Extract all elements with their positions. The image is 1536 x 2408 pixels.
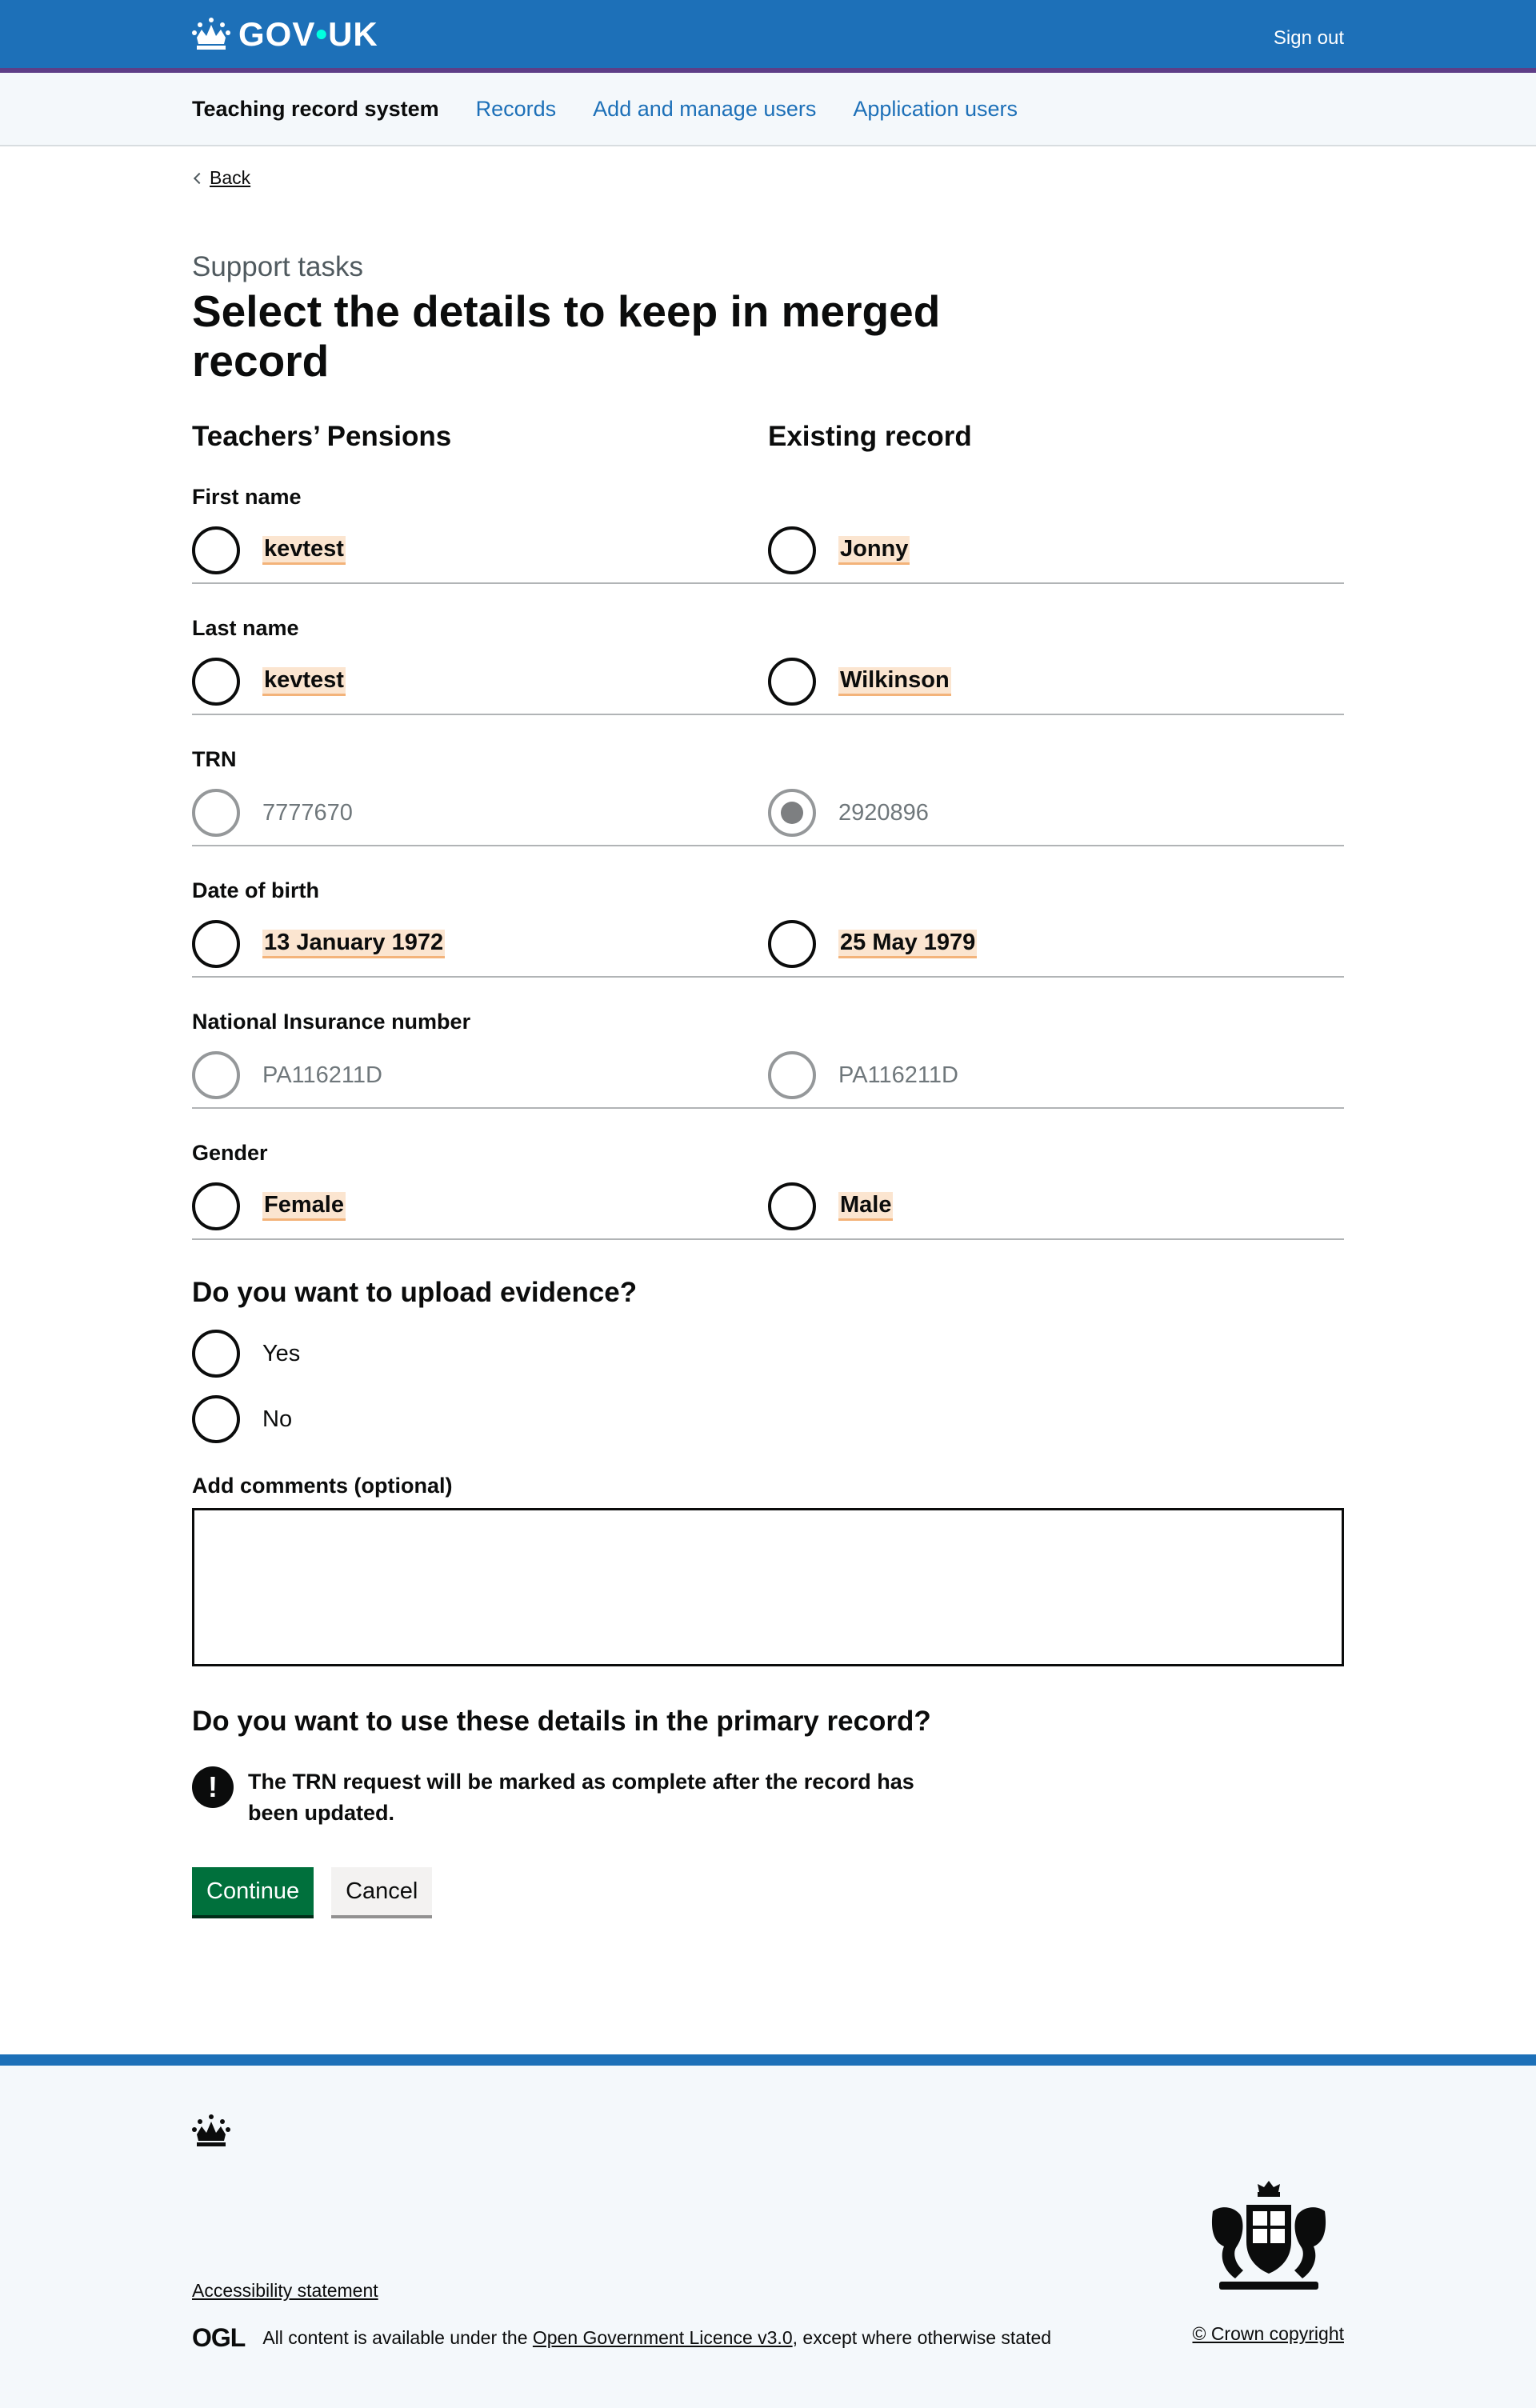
page-caption: Support tasks — [192, 251, 363, 282]
field-last-name — [192, 584, 1344, 715]
sign-out-link[interactable]: Sign out — [1273, 26, 1344, 49]
nav-link-application-users[interactable]: Application users — [853, 96, 1018, 121]
govuk-logo[interactable] — [192, 15, 378, 54]
option-dob-right[interactable] — [768, 920, 1344, 968]
licence-info — [192, 2323, 1051, 2353]
logo-text: GOV — [238, 14, 316, 53]
field-gender — [192, 1109, 1344, 1240]
option-trn-right — [768, 789, 1344, 837]
radio-evidence-no[interactable] — [192, 1395, 240, 1443]
option-ni-left — [192, 1051, 768, 1099]
cancel-button[interactable]: Cancel — [331, 1867, 432, 1915]
field-date-of-birth — [192, 846, 1344, 978]
warning-icon: ! — [192, 1766, 234, 1808]
radio-last-name-right[interactable] — [768, 658, 816, 706]
option-gender-left[interactable] — [192, 1182, 768, 1230]
field-trn — [192, 715, 1344, 846]
option-label: PA116211D — [838, 1062, 958, 1088]
radio-first-name-left[interactable] — [192, 526, 240, 574]
option-dob-left[interactable] — [192, 920, 768, 968]
logo-dot: • — [315, 14, 329, 53]
radio-dob-right[interactable] — [768, 920, 816, 968]
nav-link-add-manage-users[interactable]: Add and manage users — [593, 96, 817, 121]
crown-copyright — [1192, 2323, 1344, 2345]
main-content — [192, 167, 1344, 1915]
ogl-logo-icon: OGL — [192, 2323, 246, 2352]
option-label: 2920896 — [838, 799, 929, 826]
licence-text — [262, 2327, 1051, 2349]
option-first-name-left[interactable] — [192, 526, 768, 574]
button-group — [192, 1867, 1344, 1915]
option-last-name-left[interactable] — [192, 658, 768, 706]
chevron-left-icon — [194, 172, 205, 183]
option-label: Female — [262, 1192, 346, 1221]
option-trn-left — [192, 789, 768, 837]
crown-copyright-link[interactable]: © Crown copyright — [1192, 2323, 1344, 2344]
radio-gender-right[interactable] — [768, 1182, 816, 1230]
field-label: Date of birth — [192, 878, 319, 902]
field-label: Last name — [192, 616, 299, 640]
evidence-radios — [192, 1330, 1344, 1443]
radio-trn-right — [768, 789, 816, 837]
radio-last-name-left[interactable] — [192, 658, 240, 706]
crown-icon — [192, 17, 230, 52]
govuk-header — [0, 0, 1536, 73]
radio-ni-right — [768, 1051, 816, 1099]
warning-text — [192, 1766, 1344, 1829]
field-label: First name — [192, 485, 302, 509]
evidence-option-yes[interactable] — [192, 1330, 768, 1378]
ogl-licence-link[interactable]: Open Government Licence v3.0 — [532, 2327, 793, 2348]
option-label: No — [262, 1406, 293, 1432]
option-last-name-right[interactable] — [768, 658, 1344, 706]
govuk-footer — [0, 2054, 1536, 2408]
evidence-option-no[interactable] — [192, 1395, 768, 1443]
option-label: kevtest — [262, 667, 346, 696]
continue-button[interactable]: Continue — [192, 1867, 314, 1915]
warning-message: The TRN request will be marked as complete after the record has been updated. — [248, 1770, 914, 1825]
licence-prefix: All content is available under the — [262, 2327, 533, 2348]
comments-textarea[interactable] — [192, 1508, 1344, 1666]
primary-record-question: Do you want to use these details in the primary record? — [192, 1706, 931, 1737]
page-title: Select the details to keep in merged record — [192, 286, 941, 386]
option-label: Yes — [262, 1340, 301, 1366]
radio-evidence-yes[interactable] — [192, 1330, 240, 1378]
licence-suffix: , except where otherwise stated — [792, 2327, 1052, 2348]
nav-link-records[interactable]: Records — [475, 96, 557, 121]
option-gender-right[interactable] — [768, 1182, 1344, 1230]
option-label: 7777670 — [262, 799, 353, 826]
option-ni-right — [768, 1051, 1344, 1099]
field-first-name — [192, 453, 1344, 584]
field-label: Gender — [192, 1141, 268, 1165]
back-link[interactable]: Back — [210, 167, 251, 188]
option-label: Jonny — [838, 536, 910, 565]
field-label: TRN — [192, 747, 237, 771]
comments-label: Add comments (optional) — [192, 1474, 453, 1498]
column-heading-teachers-pensions: Teachers’ Pensions — [192, 421, 452, 452]
option-label: 25 May 1979 — [838, 930, 977, 958]
column-heading-existing-record: Existing record — [768, 421, 972, 452]
royal-coat-of-arms-icon — [1197, 2176, 1341, 2302]
column-headings — [192, 421, 1344, 453]
back-link-container — [192, 167, 1344, 189]
option-label: kevtest — [262, 536, 346, 565]
field-national-insurance — [192, 978, 1344, 1109]
option-label: 13 January 1972 — [262, 930, 445, 958]
option-first-name-right[interactable] — [768, 526, 1344, 574]
footer-links — [192, 2280, 378, 2302]
crown-icon — [192, 2114, 230, 2149]
radio-trn-left — [192, 789, 240, 837]
service-navigation — [0, 73, 1536, 146]
option-label: Wilkinson — [838, 667, 951, 696]
option-label: Male — [838, 1192, 893, 1221]
field-label: National Insurance number — [192, 1010, 471, 1034]
radio-ni-left — [192, 1051, 240, 1099]
radio-first-name-right[interactable] — [768, 526, 816, 574]
evidence-question: Do you want to upload evidence? — [192, 1277, 638, 1308]
option-label: PA116211D — [262, 1062, 382, 1088]
accessibility-statement-link[interactable]: Accessibility statement — [192, 2280, 378, 2301]
radio-gender-left[interactable] — [192, 1182, 240, 1230]
logo-text-uk: UK — [328, 14, 378, 53]
service-name[interactable]: Teaching record system — [192, 96, 439, 121]
radio-dob-left[interactable] — [192, 920, 240, 968]
